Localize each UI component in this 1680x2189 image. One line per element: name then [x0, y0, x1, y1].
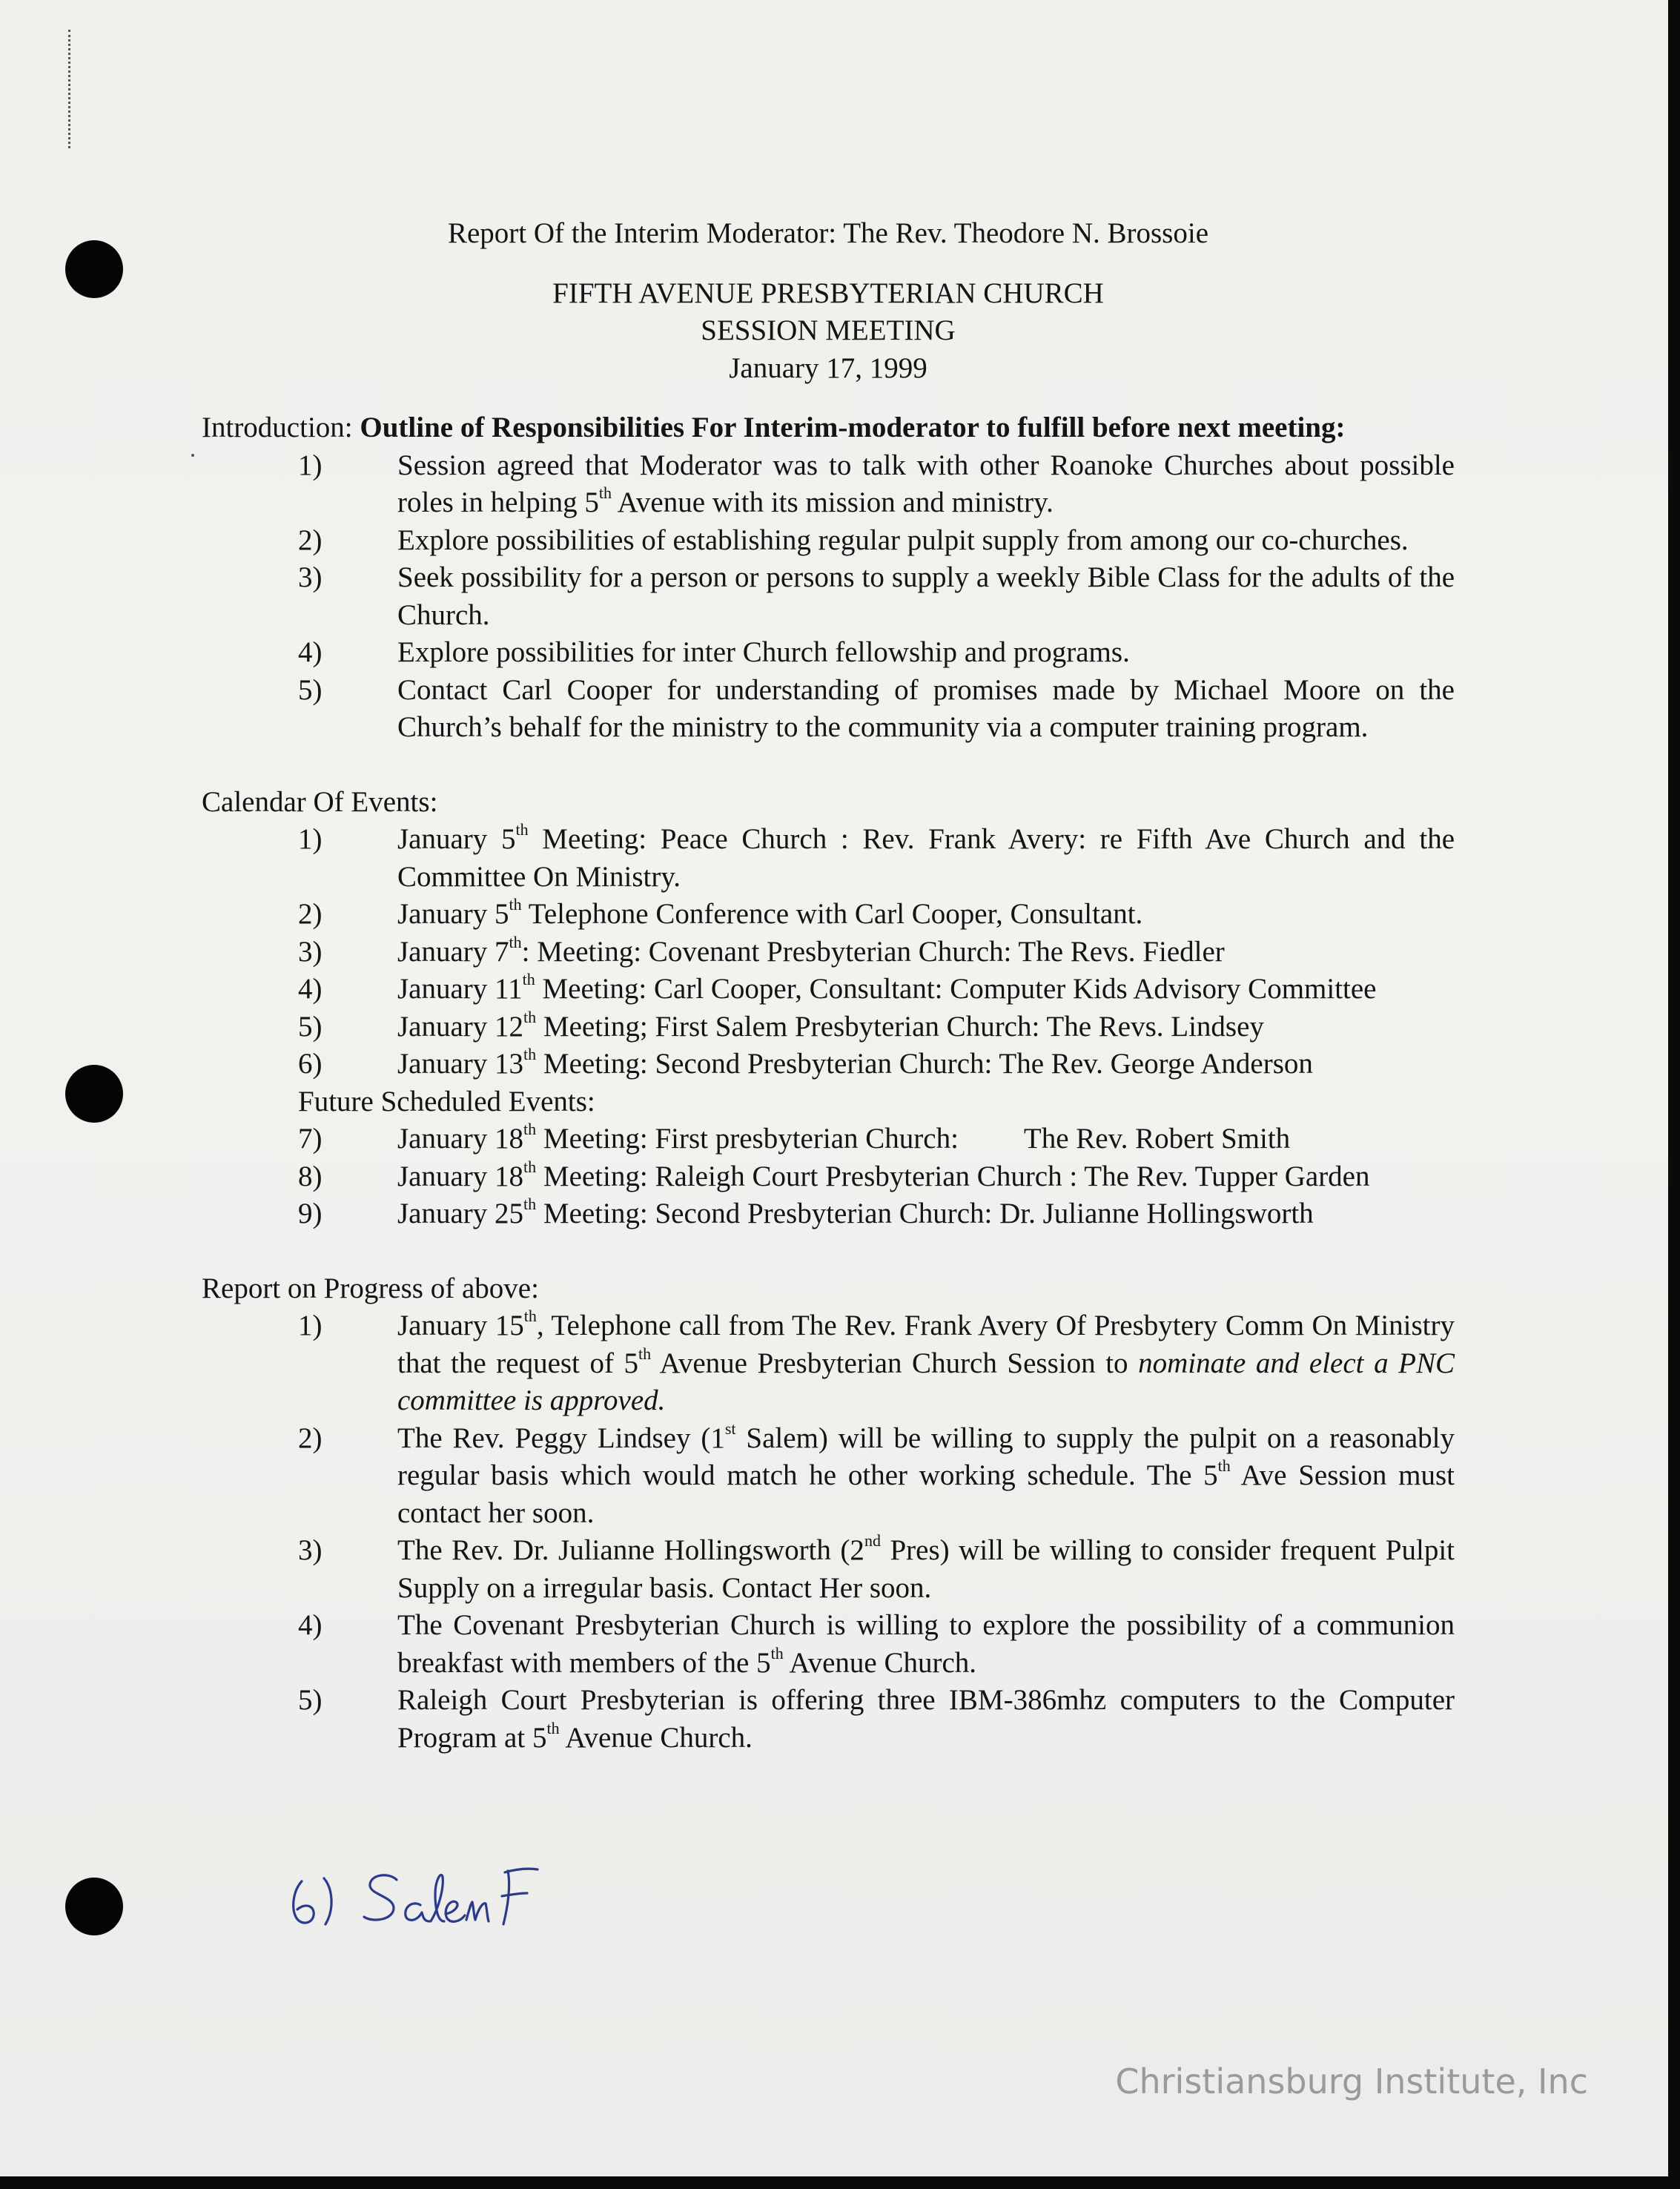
- calendar-list: [202, 821, 1455, 1083]
- list-item: [202, 1682, 1455, 1757]
- introduction-title: Outline of Responsibilities For Interim-moderator to fulfill before next meeting:: [360, 412, 1346, 443]
- handwritten-note: [285, 1850, 582, 1939]
- future-events-heading: Future Scheduled Events:: [298, 1085, 595, 1117]
- ink-speck: [191, 454, 194, 457]
- item-number: 7): [298, 1123, 323, 1155]
- item-text: January 18th Meeting: Raleigh Court Presbyterian Church : The Rev. Tupper Garden: [397, 1157, 1370, 1192]
- item-number: 3): [298, 935, 323, 968]
- punch-hole-bottom: [65, 1878, 123, 1935]
- list-item: [202, 672, 1455, 747]
- list-item: [202, 821, 1455, 896]
- report-title: Report Of the Interim Moderator: The Rev. Theodore N. Brossoie: [447, 217, 1209, 249]
- meeting-name: SESSION MEETING: [701, 314, 956, 346]
- progress-list: [202, 1307, 1455, 1757]
- item-text: January 5th Telephone Conference with Carl Cooper, Consultant.: [397, 895, 1143, 930]
- item-number: 4): [298, 636, 323, 668]
- item-number: 6): [298, 1048, 323, 1080]
- torn-edge-mark: [68, 30, 78, 148]
- list-item: [202, 1120, 1455, 1158]
- list-item: [202, 634, 1455, 672]
- future-events-list: [202, 1120, 1455, 1233]
- list-item: [202, 971, 1455, 1008]
- item-number: 8): [298, 1160, 323, 1192]
- list-item: [202, 934, 1455, 971]
- list-item: [202, 1307, 1455, 1420]
- progress-heading: Report on Progress of above:: [202, 1272, 539, 1304]
- list-item: [202, 896, 1455, 934]
- church-name: FIFTH AVENUE PRESBYTERIAN CHURCH: [552, 277, 1104, 309]
- item-number: 4): [298, 1609, 323, 1641]
- item-number: 9): [298, 1198, 323, 1229]
- item-text: January 13th Meeting: Second Presbyterian Church: The Rev. George Anderson: [397, 1045, 1313, 1080]
- item-text: January 18th Meeting: First presbyterian Church: The Rev. Robert Smith: [397, 1120, 1291, 1155]
- calendar-heading: Calendar Of Events:: [202, 785, 438, 818]
- item-number: 2): [298, 1422, 323, 1454]
- punch-hole-top: [65, 240, 123, 298]
- meeting-header: [202, 275, 1455, 388]
- item-text: January 5th Meeting: Peace Church : Rev. Frank Avery: re Fifth Ave Church and the Committee On Ministry.: [397, 820, 1455, 893]
- item-text: Explore possibilities of establishing regular pulpit supply from among our co-churches.: [397, 524, 1409, 556]
- item-number: 1): [298, 449, 323, 481]
- list-item: [202, 1195, 1455, 1233]
- list-item: [202, 522, 1455, 560]
- item-text: Raleigh Court Presbyterian is offering three IBM-386mhz computers to the Computer Program at 5th Avenue Church.: [397, 1684, 1455, 1754]
- item-text: The Rev. Dr. Julianne Hollingsworth (2nd Pres) will be willing to consider frequent Pulpit Supply on a irregular basis. Contact Her soon.: [397, 1531, 1455, 1604]
- list-item: [202, 1158, 1455, 1196]
- item-text: Contact Carl Cooper for understanding of promises made by Michael Moore on the Church’s behalf for the ministry to the community via a computer training program.: [397, 673, 1455, 743]
- item-number: 4): [298, 973, 323, 1005]
- item-text: The Covenant Presbyterian Church is willing to explore the possibility of a communion breakfast with members of the 5th Avenue Church.: [397, 1609, 1455, 1679]
- item-number: 1): [298, 823, 323, 855]
- item-number: 3): [298, 1534, 323, 1566]
- punch-hole-middle: [65, 1065, 123, 1123]
- item-number: 2): [298, 898, 323, 930]
- item-number: 5): [298, 673, 323, 706]
- item-text: Seek possibility for a person or persons to supply a weekly Bible Class for the adults of the Church.: [397, 561, 1455, 631]
- item-text: January 11th Meeting: Carl Cooper, Consultant: Computer Kids Advisory Committee: [397, 970, 1377, 1005]
- list-item: [202, 447, 1455, 522]
- item-number: 1): [298, 1310, 323, 1341]
- introduction-label: Introduction:: [202, 412, 353, 443]
- meeting-date: January 17, 1999: [729, 351, 927, 384]
- item-text: Session agreed that Moderator was to talk with other Roanoke Churches about possible roles in helping 5th Avenue with its mission and ministry.: [397, 449, 1455, 518]
- list-item: [202, 1607, 1455, 1682]
- list-item: [202, 1532, 1455, 1607]
- document-body: [202, 215, 1455, 1757]
- list-item: [202, 1046, 1455, 1083]
- list-item: [202, 1008, 1455, 1046]
- item-text: The Rev. Peggy Lindsey (1st Salem) will be willing to supply the pulpit on a reasonably regular basis which would match he other working schedule. The 5th Ave Session must contact her soon.: [397, 1419, 1455, 1529]
- introduction-heading: [202, 409, 1455, 447]
- list-item: [202, 1420, 1455, 1533]
- item-text: January 12th Meeting; First Salem Presbyterian Church: The Revs. Lindsey: [397, 1007, 1264, 1043]
- item-number: 5): [298, 1684, 323, 1716]
- item-number: 3): [298, 561, 323, 593]
- watermark: Christiansburg Institute, Inc: [1115, 2061, 1588, 2101]
- introduction-list: [202, 447, 1455, 747]
- list-item: [202, 559, 1455, 634]
- item-number: 5): [298, 1010, 323, 1043]
- item-text: January 25th Meeting: Second Presbyterian Church: Dr. Julianne Hollingsworth: [397, 1195, 1314, 1229]
- item-text: January 15th, Telephone call from The Rev. Frank Avery Of Presbytery Comm On Ministry that the request of 5th Avenue Presbyterian Church Session to nominate and elect a PNC committee is approved.: [397, 1307, 1455, 1416]
- item-text: Explore possibilities for inter Church fellowship and programs.: [397, 636, 1130, 668]
- item-number: 2): [298, 524, 323, 556]
- item-text: January 7th: Meeting: Covenant Presbyterian Church: The Revs. Fiedler: [397, 932, 1225, 968]
